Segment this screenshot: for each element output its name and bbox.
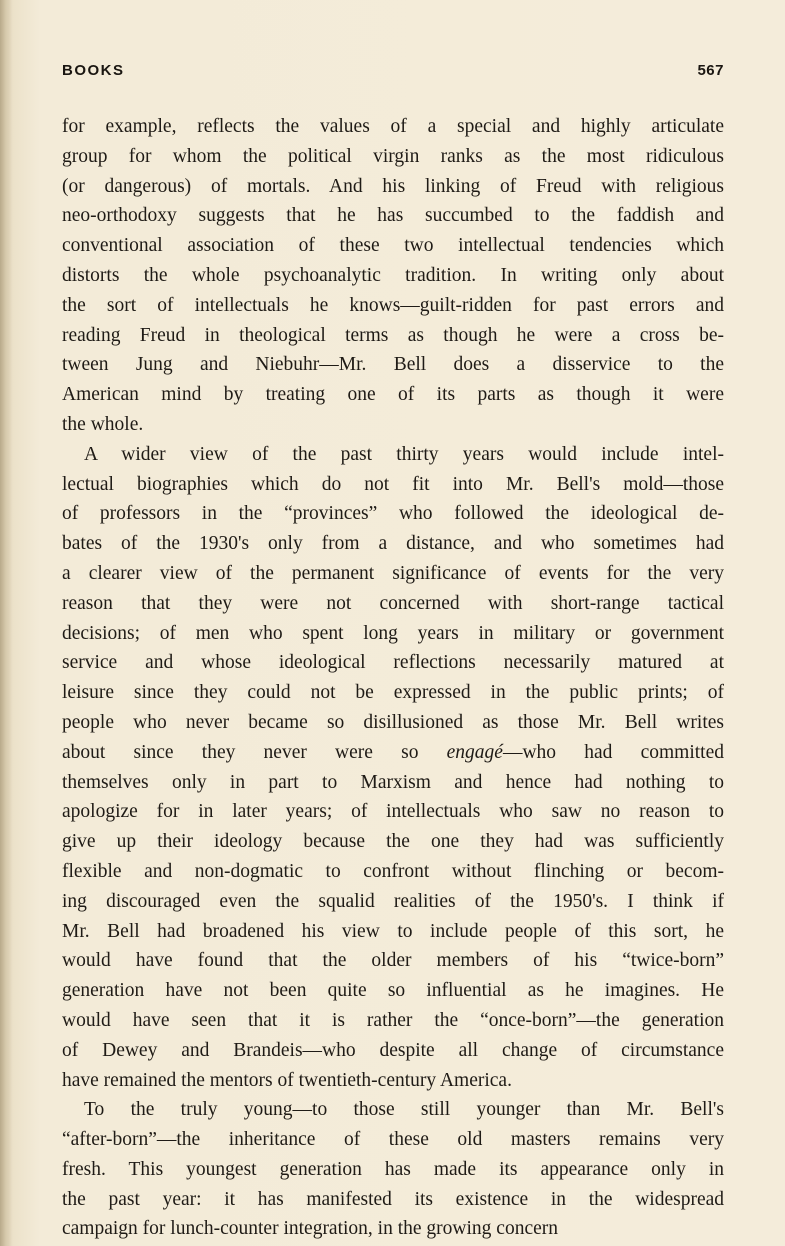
text-line: service and whose ideological reflections necessarily matured at [62, 652, 724, 674]
text-line: the past year: it has manifested its existence in the widespread [62, 1188, 724, 1210]
text-line: A wider view of the past thirty years would include intel- [84, 443, 724, 465]
text-line: distorts the whole psychoanalytic tradition. In writing only about [62, 264, 724, 286]
text-line: (or dangerous) of mortals. And his linking of Freud with religious [62, 175, 724, 197]
text-line: leisure since they could not be expressed in the public prints; of [62, 682, 724, 704]
text-line: ing discouraged even the squalid realities of the 1950's. I think if [62, 890, 724, 912]
text-line: neo-orthodoxy suggests that he has succumbed to the faddish and [62, 205, 724, 227]
text-line: reading Freud in theological terms as though he were a cross be- [62, 324, 724, 346]
text-line: To the truly young—to those still younger than Mr. Bell's [84, 1099, 724, 1121]
text-line: people who never became so disillusioned as those Mr. Bell writes [62, 711, 724, 733]
text-line: reason that they were not concerned with short-range tactical [62, 592, 724, 614]
text-line: group for whom the political virgin ranks as the most ridiculous [62, 145, 724, 167]
text-line: of Dewey and Brandeis—who despite all change of circumstance [62, 1039, 724, 1061]
text-line: flexible and non-dogmatic to confront without flinching or becom- [62, 860, 724, 882]
page-number: 567 [697, 62, 724, 79]
text-line: the sort of intellectuals he knows—guilt-ridden for past errors and [62, 294, 724, 316]
text-line: decisions; of men who spent long years in military or government [62, 622, 724, 644]
text-line: for example, reflects the values of a special and highly articulate [62, 116, 724, 137]
text-line: a clearer view of the permanent significance of events for the very [62, 562, 724, 584]
text-line: “after-born”—the inheritance of these old masters remains very [62, 1129, 724, 1151]
text-line: have remained the mentors of twentieth-century America. [62, 1069, 512, 1091]
page-binding-edge [0, 0, 12, 1246]
text-line: would have seen that it is rather the “once-born”—the generation [62, 1009, 724, 1031]
text-line: tween Jung and Niebuhr—Mr. Bell does a disservice to the [62, 354, 724, 376]
section-title: BOOKS [62, 62, 125, 79]
text-line: apologize for in later years; of intellectuals who saw no reason to [62, 801, 724, 823]
text-line: the whole. [62, 413, 144, 435]
text-line: of professors in the “provinces” who followed the ideological de- [62, 503, 724, 525]
text-line: would have found that the older members of his “twice-born” [62, 950, 724, 972]
text-line: campaign for lunch-counter integration, in the growing concern [62, 1218, 558, 1240]
paragraph [62, 112, 724, 440]
text-line: generation have not been quite so influential as he imagines. He [62, 980, 724, 1002]
text-line: themselves only in part to Marxism and hence had nothing to [62, 771, 724, 793]
text-line: fresh. This youngest generation has made its appearance only in [62, 1158, 724, 1180]
text-line: conventional association of these two intellectual tendencies which [62, 235, 724, 257]
text-line: American mind by treating one of its parts as though it were [62, 384, 724, 406]
text-line: bates of the 1930's only from a distance, and who sometimes had [62, 533, 724, 555]
text-line: about since they never were so engagé—who had committed [62, 741, 724, 763]
running-header [62, 62, 724, 84]
paragraph [62, 1095, 724, 1244]
text-line: Mr. Bell had broadened his view to include people of this sort, he [62, 920, 724, 942]
body-text [62, 112, 724, 1244]
paragraph [62, 440, 724, 1096]
text-line: give up their ideology because the one they had was sufficiently [62, 831, 724, 853]
text-line: lectual biographies which do not fit into Mr. Bell's mold—those [62, 473, 724, 495]
